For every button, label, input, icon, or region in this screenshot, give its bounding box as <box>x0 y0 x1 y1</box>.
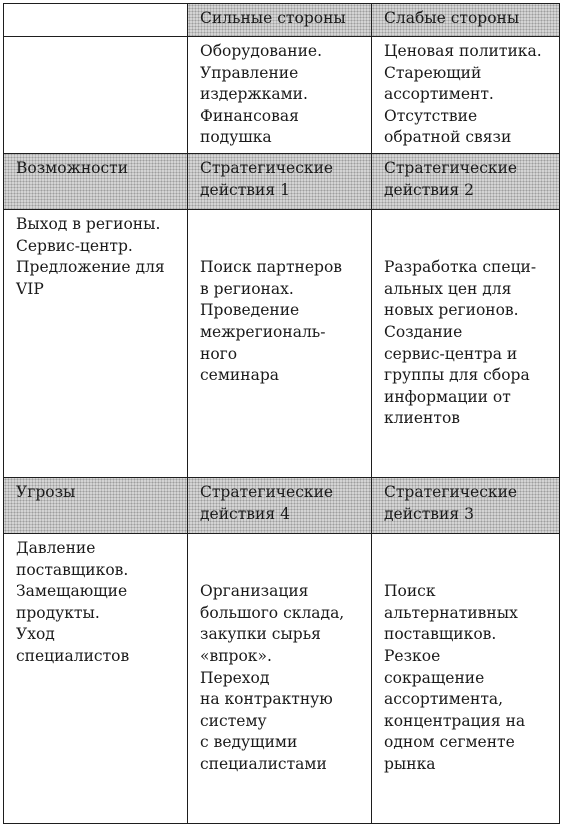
swot-table <box>3 3 560 824</box>
strategic-actions-1-text: Поиск партнеров в регионах. Проведение межрегиональ- ного семинара <box>200 258 343 385</box>
opportunities-row <box>4 209 560 477</box>
strategic-actions-1-header: Стратегические действия 1 <box>188 153 372 209</box>
strategic-actions-4-text: Организация большого склада, закупки сырья «впрок». Переход на контрактную систему с ведущими специалистами <box>200 582 345 774</box>
weaknesses-header: Слабые стороны <box>372 4 560 37</box>
strategic-actions-3-header: Стратегические действия 3 <box>372 478 560 534</box>
strengths-weaknesses-row <box>4 37 560 154</box>
strategic-actions-2-header: Стратегические действия 2 <box>372 153 560 209</box>
opportunities-header: Возможности <box>4 153 188 209</box>
strengths-list: Оборудование. Управление издержками. Финансовая подушка <box>188 37 372 154</box>
strategic-actions-3-cell <box>372 534 560 824</box>
threats-header-row <box>4 478 560 534</box>
strategic-actions-4-cell <box>188 534 372 824</box>
opportunities-header-row <box>4 153 560 209</box>
header-row <box>4 4 560 37</box>
strategic-actions-4-ellipsis <box>200 823 215 824</box>
threats-list: Давление поставщиков. Замещающие продукты. Уход специалистов <box>4 534 188 824</box>
threats-header: Угрозы <box>4 478 188 534</box>
opportunities-list: Выход в регионы. Сервис-центр. Предложение для VIP <box>4 209 188 477</box>
corner-cell <box>4 4 188 37</box>
threats-row <box>4 534 560 824</box>
strategic-actions-2-cell <box>372 209 560 477</box>
strengths-header: Сильные стороны <box>188 4 372 37</box>
empty-label-cell <box>4 37 188 154</box>
strategic-actions-4-header: Стратегические действия 4 <box>188 478 372 534</box>
strategic-actions-3-ellipsis <box>384 823 399 824</box>
weaknesses-list: Ценовая политика. Стареющий ассортимент. Отсутствие обратной связи <box>372 37 560 154</box>
strategic-actions-1-cell <box>188 209 372 477</box>
strategic-actions-2-text: Разработка специ- альных цен для новых регионов. Создание сервис-центра и группы для сбора информации от клиентов <box>384 258 537 428</box>
strategic-actions-3-text: Поиск альтернативных поставщиков. Резкое сокращение ассортимента, концентрация на одном сегменте рынка <box>384 582 526 774</box>
